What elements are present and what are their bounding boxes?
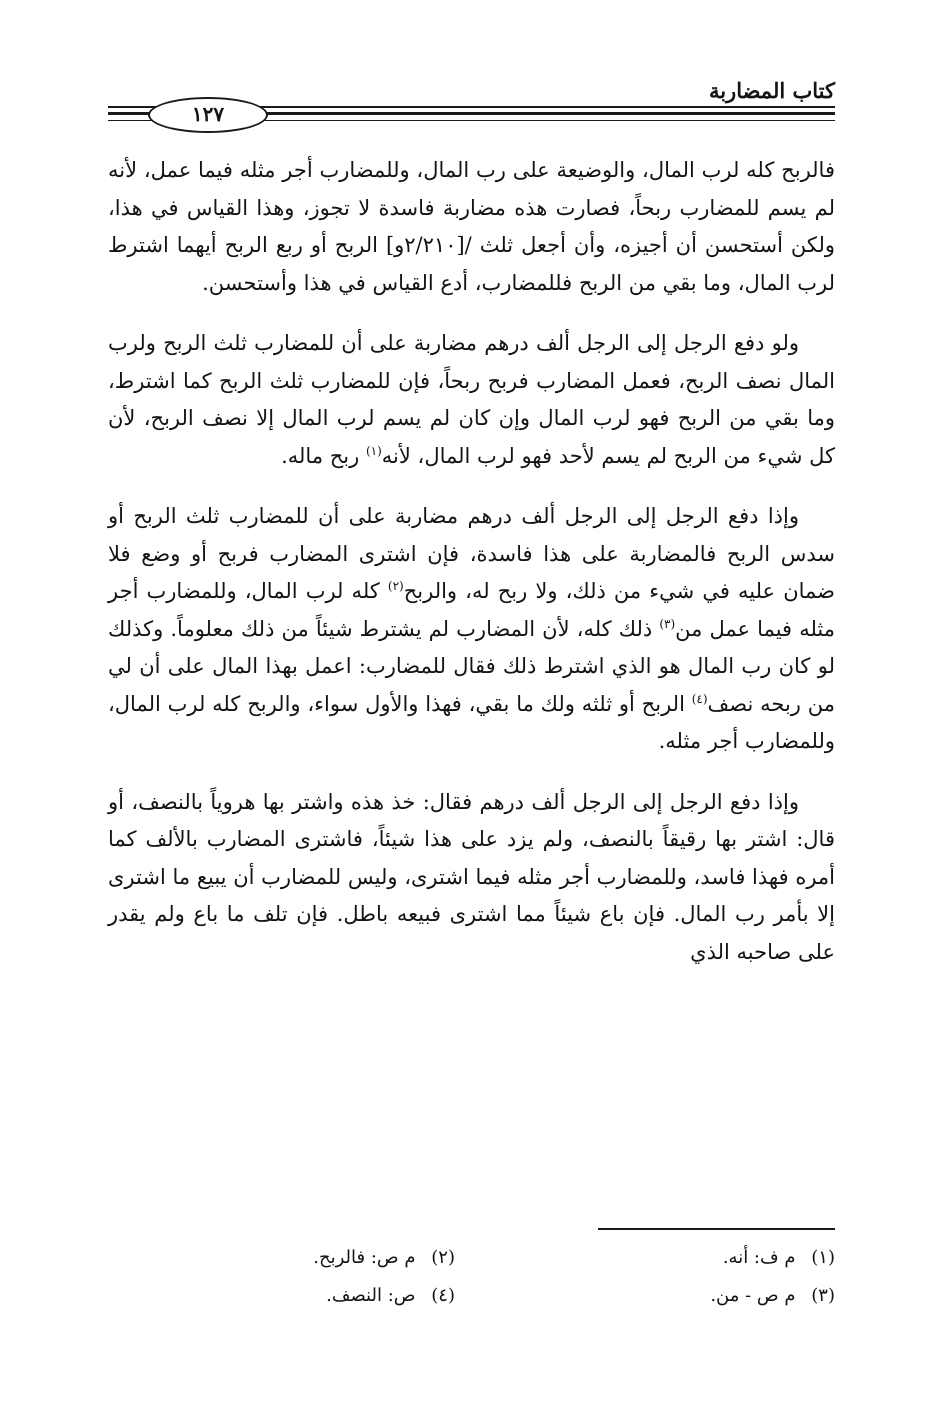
paragraph-text: كله لرب المال، وللمضارب أجر مثله فيما عمل من [108, 579, 835, 641]
footnote-number: (٤) [431, 1284, 455, 1306]
footnote-reference: (٢) [387, 579, 404, 593]
page-number: ١٢٧ [148, 97, 268, 133]
paragraph-text: ربح ماله. [281, 443, 366, 468]
paragraph-text: ذلك كله، لأن المضارب لم يشترط شيئاً من ذلك معلوماً. وكذلك لو كان رب المال هو الذي اشترط ذلك فقال للمضارب: اعمل بهذا المال على أن لي من ربحه نصف [108, 616, 835, 716]
paragraph-text: وإذا دفع الرجل إلى الرجل ألف درهم فقال: خذ هذه واشتر بها هروياً بالنصف، أو قال: اشتر بها رقيقاً بالنصف، ولم يزد على هذا شيئاً، فاشترى المضارب بالألف كما أمره فهذا فاسد، وللمضارب أجر مثله فيما اشترى، وليس للمضارب أن يبيع ما اشترى إلا بأمر رب المال. فإن باع شيئاً مما اشترى فبيعه باطل. فإن تلف ما باع ولم يقدر على صاحبه الذي [108, 789, 835, 964]
paragraph [108, 498, 835, 761]
footnote-row [230, 1276, 835, 1314]
running-title: كتاب المضاربة [708, 78, 835, 103]
paragraph-text: فالربح كله لرب المال، والوضيعة على رب المال، وللمضارب أجر مثله فيما عمل، لأنه لم يسم للمضارب ربحاً، فصارت هذه مضاربة فاسدة لا تجوز، وهذا القياس في هذا، ولكن أستحسن أن أجيزه، وأن أجعل ثلث /[٢/٢١٠و] الربح أو ربع الربح أيهما اشترط لرب المال، وما بقي من الربح فللمضارب، أدع القياس في هذا وأستحسن. [108, 158, 835, 295]
paragraph [108, 784, 835, 972]
footnote-reference: (٤) [691, 691, 708, 706]
footnote-reference: (٣) [659, 616, 676, 631]
paragraph [108, 325, 835, 475]
footnote-3 [455, 1285, 835, 1306]
footnote-reference: (١) [365, 443, 382, 458]
paragraph-text: الربح أو ثلثه ولك ما بقي، فهذا والأول سواء، والربح كله لرب المال، وللمضارب أجر مثله. [108, 691, 835, 753]
footnote-number: (٣) [811, 1284, 835, 1306]
footnotes [230, 1238, 835, 1314]
footnote-number: (١) [811, 1246, 835, 1268]
footnote-text: م ف: أنه. [722, 1246, 796, 1268]
paragraph-text: وإذا دفع الرجل إلى الرجل ألف درهم مضاربة على أن للمضارب ثلث الربح أو سدس الربح فالمضاربة على هذا فاسدة، فإن اشترى المضارب فربح أو وضع فلا ضمان عليه في شيء من ذلك، ولا ربح له، والربح [108, 504, 835, 603]
footnote-row [230, 1238, 835, 1276]
footnote-4 [230, 1285, 455, 1306]
footnote-text: ص: النصف. [326, 1284, 416, 1306]
footnote-separator [598, 1228, 835, 1230]
paragraph [108, 152, 835, 302]
footnote-text: م ص: فالربح. [313, 1246, 416, 1268]
footnote-1 [455, 1247, 835, 1268]
footnote-number: (٢) [431, 1246, 455, 1268]
page-header [108, 72, 835, 132]
main-text [108, 152, 835, 994]
paragraph-text: ولو دفع الرجل إلى الرجل ألف درهم مضاربة على أن للمضارب ثلث الربح ولرب المال نصف الربح، فعمل المضارب فربح ربحاً، فإن للمضارب ثلث الربح كما اشترط، وما بقي من الربح فهو لرب المال وإن كان لم يسم لرب المال إلا نصف الربح، لأن كل شيء من الربح لم يسم لأحد فهو لرب المال، لأنه [108, 331, 835, 468]
footnote-2 [230, 1247, 455, 1268]
footnote-text: م ص - من. [710, 1284, 796, 1306]
